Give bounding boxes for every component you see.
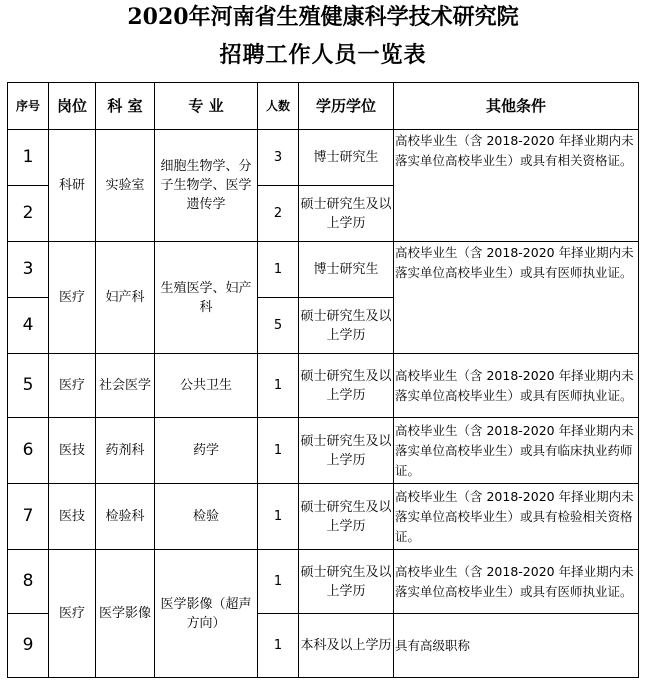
edu-cell: 硕士研究生及以上学历: [299, 418, 394, 484]
header-other: 其他条件: [394, 83, 639, 130]
count-cell: 1: [258, 354, 299, 418]
post-cell: 医疗: [49, 550, 96, 678]
count-cell: 1: [258, 484, 299, 550]
other-cell: 高校毕业生（含 2018-2020 年择业期内未落实单位高校毕业生）或具有检验相关资格证。: [394, 484, 639, 550]
major-cell: 细胞生物学、分子生物学、医学遗传学: [155, 130, 258, 242]
seq-cell: 5: [8, 354, 49, 418]
seq-cell: 8: [8, 550, 49, 614]
edu-cell: 博士研究生: [299, 242, 394, 298]
header-count: 人数: [258, 83, 299, 130]
edu-cell: 硕士研究生及以上学历: [299, 550, 394, 614]
header-seq: 序号: [8, 83, 49, 130]
table-row: [8, 242, 639, 298]
page-subtitle: 招聘工作人员一览表: [219, 42, 427, 68]
dept-cell: 医学影像: [96, 550, 155, 678]
seq-cell: 9: [8, 614, 49, 678]
edu-cell: 硕士研究生及以上学历: [299, 484, 394, 550]
major-cell: 药学: [155, 418, 258, 484]
edu-cell: 硕士研究生及以上学历: [299, 354, 394, 418]
edu-cell: 本科及以上学历: [299, 614, 394, 678]
count-cell: 1: [258, 614, 299, 678]
edu-cell: 硕士研究生及以上学历: [299, 186, 394, 242]
other-cell: 高校毕业生（含 2018-2020 年择业期内未落实单位高校毕业生）或具有医师执业证。: [394, 354, 639, 418]
table-row: [8, 484, 639, 550]
count-cell: 2: [258, 186, 299, 242]
major-cell: 检验: [155, 484, 258, 550]
other-cell: 具有高级职称: [394, 614, 639, 678]
dept-cell: 药剂科: [96, 418, 155, 484]
header-dept: 科 室: [96, 83, 155, 130]
major-cell: 公共卫生: [155, 354, 258, 418]
dept-cell: 检验科: [96, 484, 155, 550]
count-cell: 1: [258, 550, 299, 614]
other-cell: 高校毕业生（含 2018-2020 年择业期内未落实单位高校毕业生）或具有临床执业药师证。: [394, 418, 639, 484]
dept-cell: 妇产科: [96, 242, 155, 354]
count-cell: 1: [258, 418, 299, 484]
seq-cell: 7: [8, 484, 49, 550]
count-cell: 5: [258, 298, 299, 354]
seq-cell: 1: [8, 130, 49, 186]
post-cell: 医疗: [49, 354, 96, 418]
table-row: [8, 130, 639, 186]
dept-cell: 社会医学: [96, 354, 155, 418]
other-cell: 高校毕业生（含 2018-2020 年择业期内未落实单位高校毕业生）或具有相关资格证。: [394, 130, 639, 242]
seq-cell: 6: [8, 418, 49, 484]
edu-cell: 博士研究生: [299, 130, 394, 186]
edu-cell: 硕士研究生及以上学历: [299, 298, 394, 354]
page-title: 2020年河南省生殖健康科学技术研究院: [127, 4, 519, 30]
seq-cell: 2: [8, 186, 49, 242]
table-row: [8, 354, 639, 418]
count-cell: 3: [258, 130, 299, 186]
table-row: [8, 418, 639, 484]
count-cell: 1: [258, 242, 299, 298]
recruitment-table: [7, 82, 639, 678]
dept-cell: 实验室: [96, 130, 155, 242]
post-cell: 医技: [49, 418, 96, 484]
major-cell: 生殖医学、妇产科: [155, 242, 258, 354]
seq-cell: 3: [8, 242, 49, 298]
other-cell: 高校毕业生（含 2018-2020 年择业期内未落实单位高校毕业生）或具有医师执业证。: [394, 550, 639, 614]
other-cell: 高校毕业生（含 2018-2020 年择业期内未落实单位高校毕业生）或具有医师执业证。: [394, 242, 639, 354]
header-edu: 学历学位: [299, 83, 394, 130]
header-row: [8, 83, 639, 130]
post-cell: 医技: [49, 484, 96, 550]
header-major: 专 业: [155, 83, 258, 130]
seq-cell: 4: [8, 298, 49, 354]
table-row: [8, 550, 639, 614]
major-cell: 医学影像（超声方向）: [155, 550, 258, 678]
post-cell: 科研: [49, 130, 96, 242]
header-post: 岗位: [49, 83, 96, 130]
post-cell: 医疗: [49, 242, 96, 354]
